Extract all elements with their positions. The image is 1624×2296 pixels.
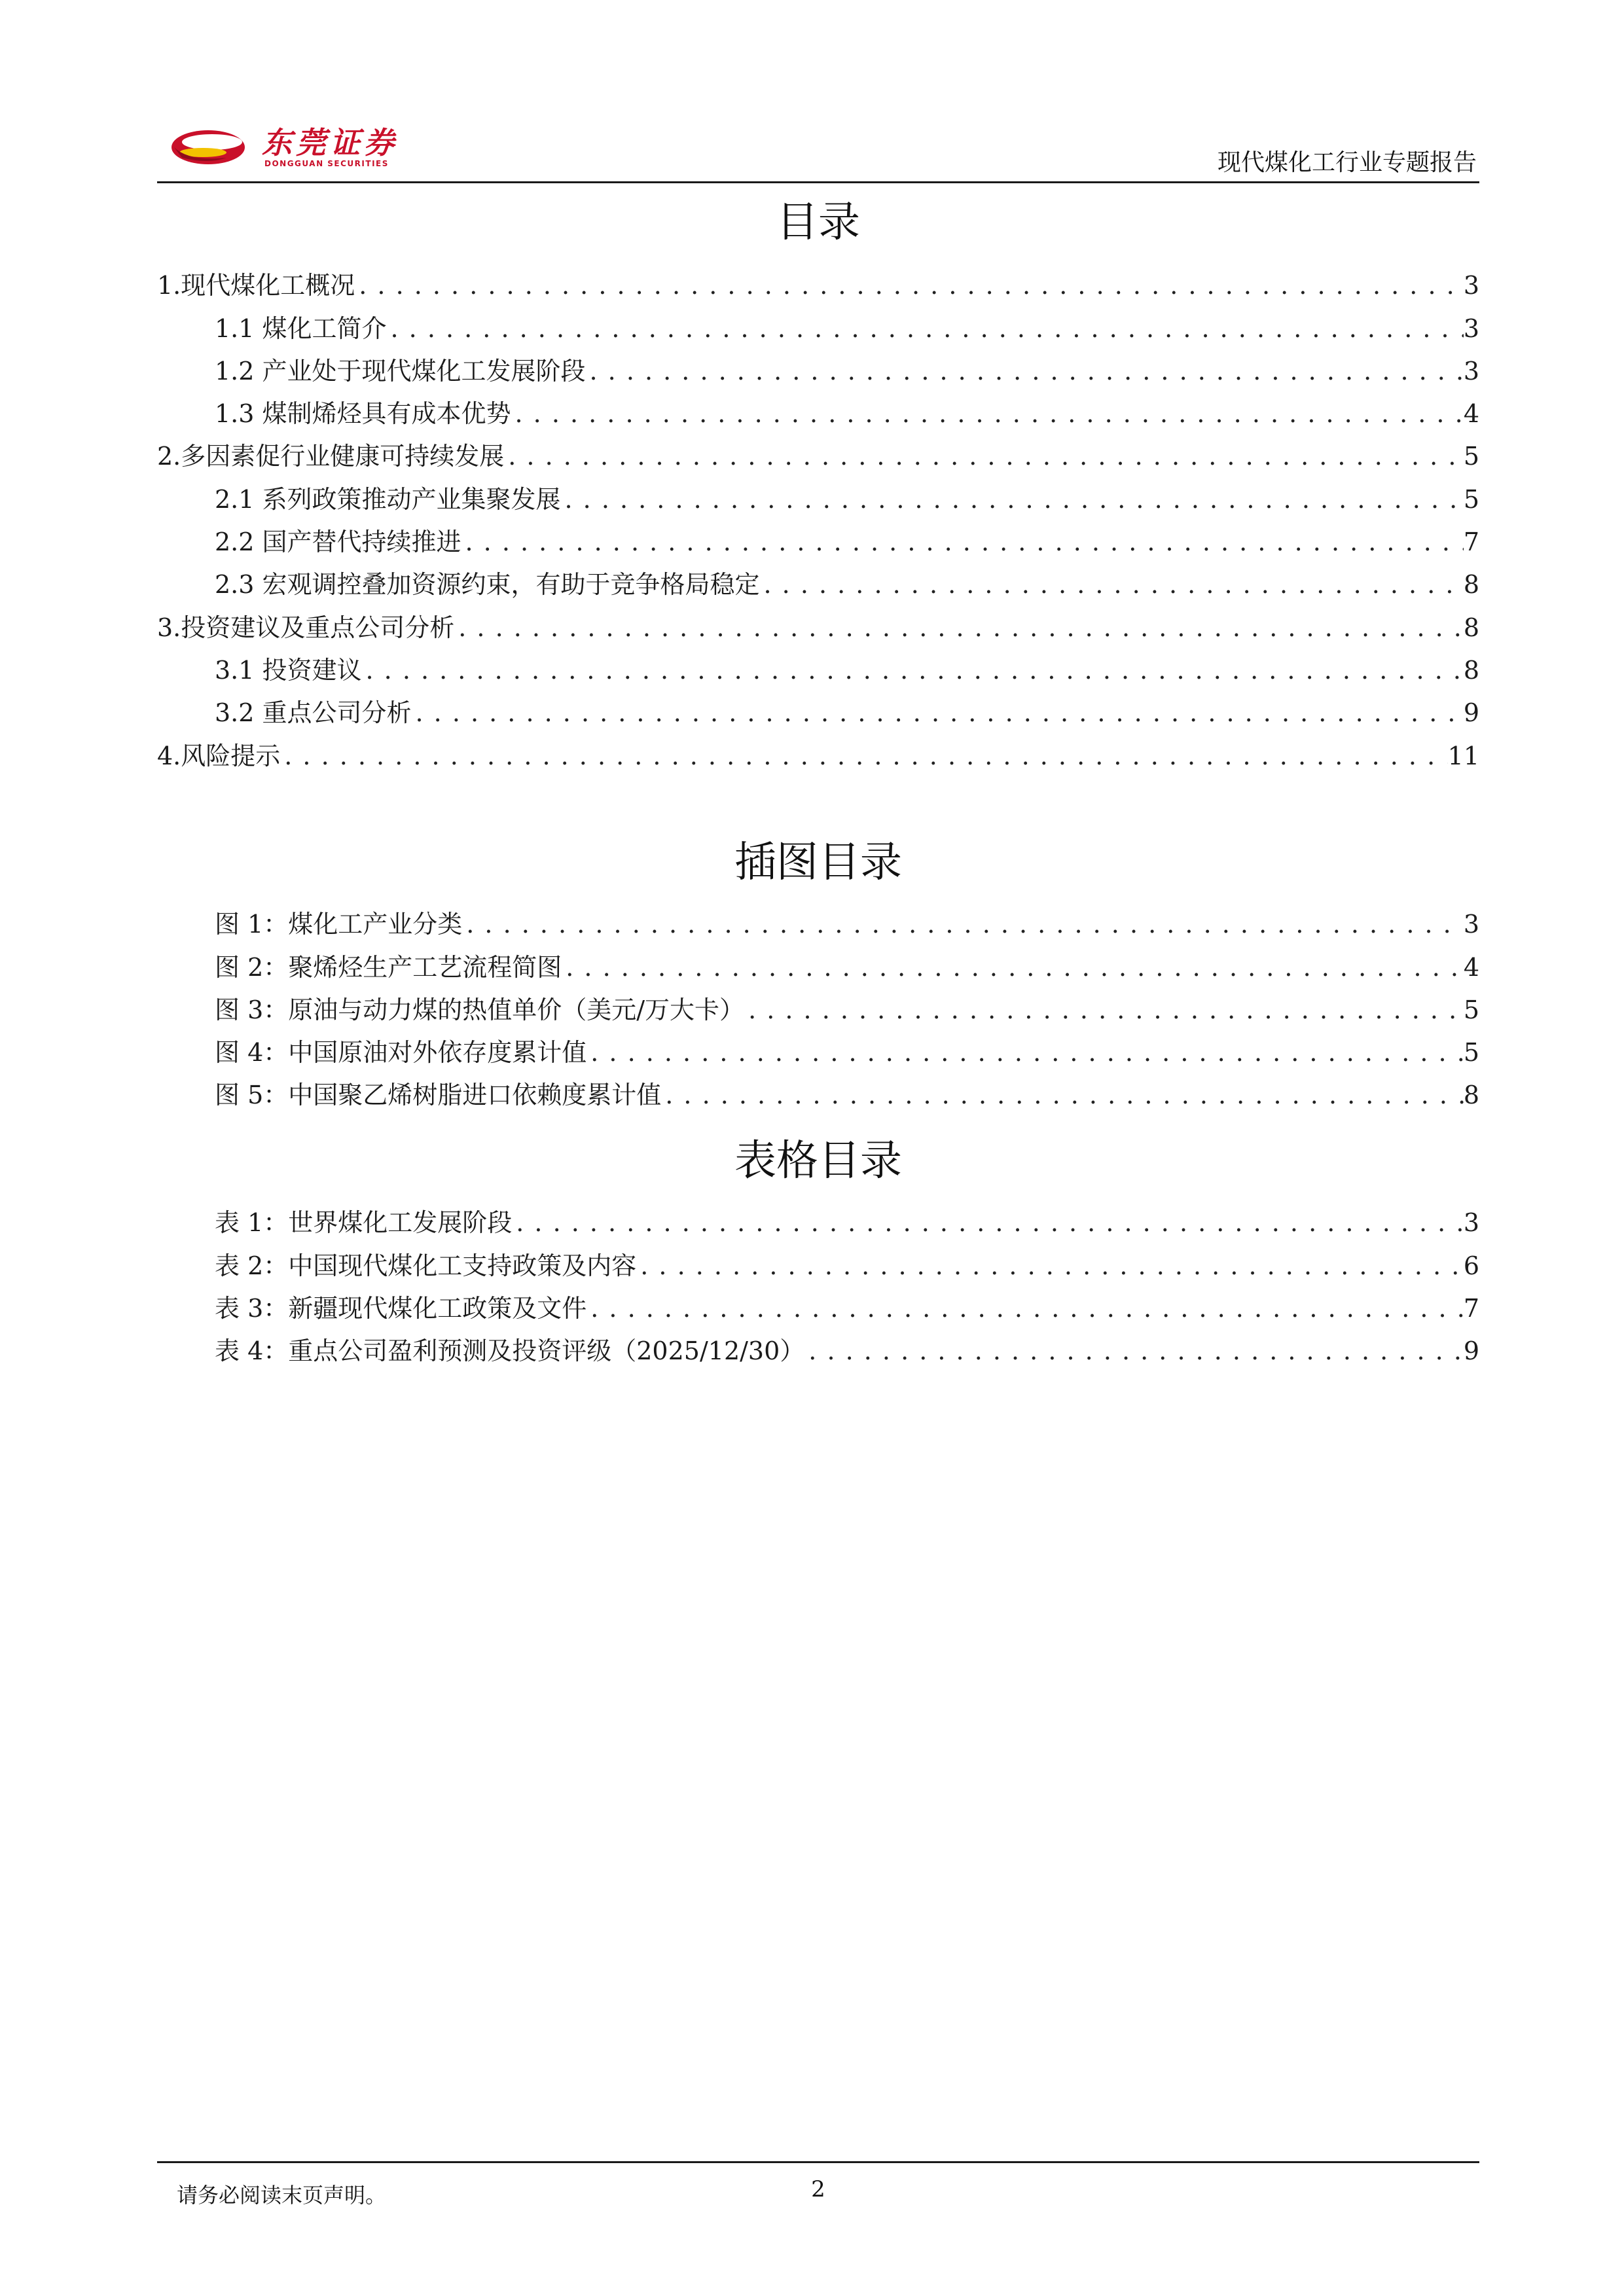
figure-entry[interactable] xyxy=(157,1071,1479,1114)
leader-dots xyxy=(504,441,1464,475)
logo-chinese-name: 东莞证券 xyxy=(262,125,398,160)
leader-dots xyxy=(760,569,1464,603)
page-number: 2 xyxy=(811,2176,825,2202)
page-header xyxy=(157,115,1479,183)
company-logo xyxy=(169,124,424,170)
toc-entry[interactable] xyxy=(157,390,1479,433)
toc-entry-label: 3.2 重点公司分析 xyxy=(215,698,412,728)
toc-entry[interactable] xyxy=(157,475,1479,518)
toc-entry[interactable] xyxy=(157,262,1479,304)
toc-entry-page: 8 xyxy=(1463,655,1479,685)
figure-entry[interactable] xyxy=(157,943,1479,986)
figure-entry-page: 5 xyxy=(1463,1038,1479,1067)
figure-entry-label: 图 3：原油与动力煤的热值单价（美元/万大卡） xyxy=(215,995,745,1024)
leader-dots xyxy=(461,527,1464,561)
toc-title: 目录 xyxy=(776,198,860,247)
toc-entry-label: 2.2 国产替代持续推进 xyxy=(215,528,461,557)
tables-list xyxy=(157,1199,1479,1370)
toc-entry-page: 4 xyxy=(1463,399,1479,429)
leader-dots xyxy=(454,613,1464,647)
leader-dots xyxy=(586,356,1464,390)
table-entry[interactable] xyxy=(157,1327,1479,1370)
toc-entry-page: 3 xyxy=(1463,271,1479,300)
figure-entry-page: 4 xyxy=(1463,952,1479,982)
table-entry-page: 7 xyxy=(1463,1293,1479,1323)
toc-entry-page: 3 xyxy=(1463,356,1479,386)
toc-list xyxy=(157,262,1479,775)
figure-entry-label: 图 1：煤化工产业分类 xyxy=(215,910,463,939)
leader-dots xyxy=(586,1037,1464,1071)
toc-entry-label: 1.现代煤化工概况 xyxy=(157,271,355,300)
leader-dots xyxy=(462,909,1464,943)
toc-entry-page: 3 xyxy=(1463,314,1479,343)
leader-dots xyxy=(512,1208,1464,1242)
leader-dots xyxy=(661,1080,1464,1114)
tables-title: 表格目录 xyxy=(734,1137,902,1185)
leader-dots xyxy=(412,698,1464,732)
toc-entry-page: 9 xyxy=(1463,698,1479,728)
toc-entry[interactable] xyxy=(157,689,1479,732)
toc-entry-page: 5 xyxy=(1463,484,1479,514)
figure-entry[interactable] xyxy=(157,1029,1479,1071)
disclaimer-note: 请务必阅读末页声明。 xyxy=(177,2183,387,2208)
toc-entry-label: 4.风险提示 xyxy=(157,741,281,770)
toc-entry[interactable] xyxy=(157,518,1479,561)
toc-entry-label: 3.1 投资建议 xyxy=(215,655,362,685)
figure-entry-label: 图 5：中国聚乙烯树脂进口依赖度累计值 xyxy=(215,1081,662,1110)
leader-dots xyxy=(362,655,1464,689)
table-entry-label: 表 3：新疆现代煤化工政策及文件 xyxy=(215,1293,587,1323)
figure-entry[interactable] xyxy=(157,986,1479,1029)
toc-entry[interactable] xyxy=(157,603,1479,646)
toc-entry[interactable] xyxy=(157,561,1479,603)
toc-entry-page: 11 xyxy=(1447,741,1479,770)
leader-dots xyxy=(387,314,1464,348)
leader-dots xyxy=(280,741,1447,775)
toc-entry-label: 2.3 宏观调控叠加资源约束，有助于竞争格局稳定 xyxy=(215,570,760,600)
toc-entry-label: 1.3 煤制烯烃具有成本优势 xyxy=(215,399,511,429)
toc-entry-label: 2.1 系列政策推动产业集聚发展 xyxy=(215,484,561,514)
figure-entry-page: 8 xyxy=(1463,1081,1479,1110)
table-entry-label: 表 4：重点公司盈利预测及投资评级（2025/12/30） xyxy=(215,1336,805,1366)
figures-list xyxy=(157,901,1479,1114)
figure-entry-label: 图 4：中国原油对外依存度累计值 xyxy=(215,1038,587,1067)
table-entry-label: 表 1：世界煤化工发展阶段 xyxy=(215,1208,513,1238)
page-footer xyxy=(157,2161,1479,2215)
toc-entry[interactable] xyxy=(157,647,1479,689)
toc-entry-page: 8 xyxy=(1463,570,1479,600)
toc-entry-label: 1.2 产业处于现代煤化工发展阶段 xyxy=(215,356,586,386)
toc-entry-label: 3.投资建议及重点公司分析 xyxy=(157,613,455,642)
leader-dots xyxy=(562,952,1464,986)
leader-dots xyxy=(355,270,1464,304)
table-entry[interactable] xyxy=(157,1199,1479,1242)
logo-emblem-icon xyxy=(169,124,254,170)
leader-dots xyxy=(561,484,1464,518)
figures-title: 插图目录 xyxy=(734,838,902,887)
leader-dots xyxy=(804,1336,1464,1370)
toc-entry-page: 5 xyxy=(1463,442,1479,471)
toc-entry[interactable] xyxy=(157,304,1479,347)
table-entry[interactable] xyxy=(157,1285,1479,1327)
leader-dots xyxy=(586,1293,1464,1327)
toc-entry-label: 1.1 煤化工简介 xyxy=(215,314,387,343)
figure-entry-label: 图 2：聚烯烃生产工艺流程简图 xyxy=(215,952,562,982)
table-entry-label: 表 2：中国现代煤化工支持政策及内容 xyxy=(215,1251,637,1280)
leader-dots xyxy=(744,995,1464,1029)
toc-entry-label: 2.多因素促行业健康可持续发展 xyxy=(157,442,505,471)
figure-entry-page: 3 xyxy=(1463,910,1479,939)
report-type: 现代煤化工行业专题报告 xyxy=(1217,149,1477,176)
logo-english-name: DONGGUAN SECURITIES xyxy=(264,159,389,168)
leader-dots xyxy=(511,399,1464,433)
figure-entry-page: 5 xyxy=(1463,995,1479,1024)
table-entry-page: 6 xyxy=(1463,1251,1479,1280)
toc-entry-page: 8 xyxy=(1463,613,1479,642)
leader-dots xyxy=(636,1251,1464,1285)
figure-entry[interactable] xyxy=(157,901,1479,943)
toc-entry[interactable] xyxy=(157,732,1479,774)
toc-entry[interactable] xyxy=(157,348,1479,390)
table-entry[interactable] xyxy=(157,1242,1479,1284)
toc-entry[interactable] xyxy=(157,433,1479,475)
table-entry-page: 9 xyxy=(1463,1336,1479,1366)
table-entry-page: 3 xyxy=(1463,1208,1479,1238)
toc-entry-page: 7 xyxy=(1463,528,1479,557)
